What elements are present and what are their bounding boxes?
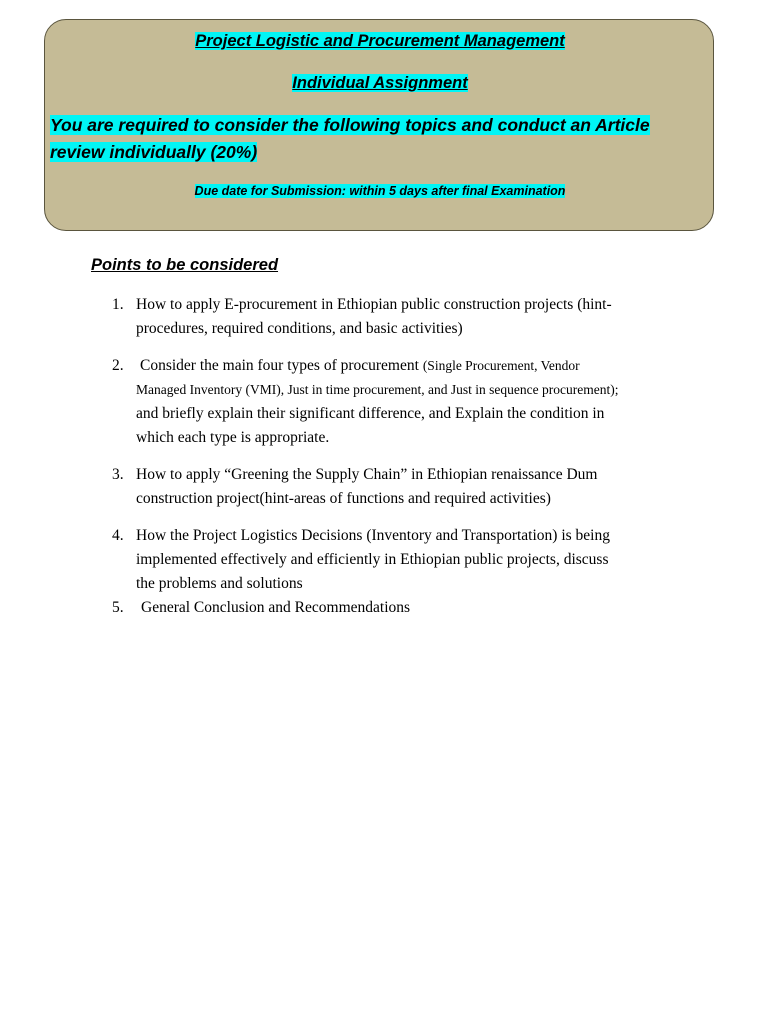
point-text-line: General Conclusion and Recommendations — [141, 599, 411, 616]
assignment-requirement-text: You are required to consider the following topics and conduct an Article review individually (20%) — [50, 115, 650, 162]
point-detail: (Single Procurement, Vendor — [422, 358, 580, 373]
point-number: 1. — [112, 296, 124, 313]
point-text-line: How to apply E-procurement in Ethiopian public construction projects (hint- — [136, 296, 612, 313]
assignment-header-box — [44, 19, 714, 231]
point-text-line: construction project(hint-areas of functions and required activities) — [136, 490, 551, 507]
assignment-subtitle-text: Individual Assignment — [292, 74, 468, 92]
point-number: 3. — [112, 466, 124, 483]
assignment-title — [45, 30, 715, 52]
due-date-text: Due date for Submission: within 5 days after final Examination — [194, 184, 566, 198]
point-text-line: and briefly explain their significant difference, and Explain the condition in — [136, 405, 605, 422]
point-text-line: the problems and solutions — [136, 575, 303, 592]
point-number: 2. — [112, 357, 124, 374]
point-text-line: which each type is appropriate. — [136, 429, 330, 446]
assignment-requirement — [50, 112, 690, 166]
point-number: 4. — [112, 527, 124, 544]
point-text-line: How to apply “Greening the Supply Chain” in Ethiopian renaissance Dum — [136, 466, 598, 483]
section-heading: Points to be considered — [91, 256, 279, 274]
point-lead: Consider the main four types of procurement — [140, 357, 419, 374]
due-date — [45, 182, 715, 200]
assignment-title-text: Project Logistic and Procurement Management — [195, 32, 565, 50]
point-text-line: procedures, required conditions, and basic activities) — [136, 320, 463, 337]
point-text-line: implemented effectively and efficiently in Ethiopian public projects, discuss — [136, 551, 609, 568]
point-number: 5. — [112, 599, 124, 616]
point-text-line: How the Project Logistics Decisions (Inventory and Transportation) is being — [136, 527, 610, 544]
point-detail-line: Managed Inventory (VMI), Just in time procurement, and Just in sequence procurement); — [136, 382, 619, 397]
point-text-line — [140, 354, 580, 378]
assignment-subtitle — [45, 72, 715, 94]
